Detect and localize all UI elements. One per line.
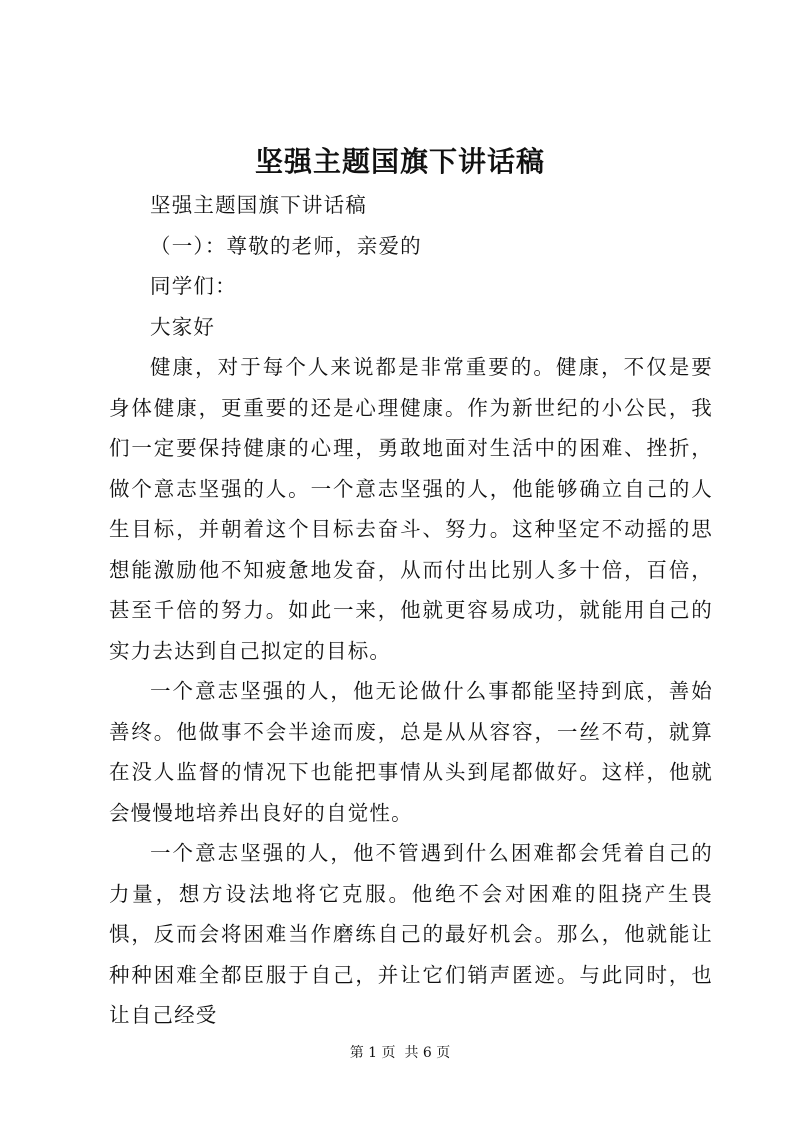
document-title: 坚强主题国旗下讲话稿 (254, 145, 545, 178)
paragraph-salutation: （一）：尊敬的老师，亲爱的 (150, 233, 422, 258)
paragraph-salutation-cont: 同学们： (150, 274, 237, 298)
document-body (109, 185, 713, 1036)
paragraph-body-3: 一个意志坚强的人，他不管遇到什么困难都会凭着自己的力量，想方设法地将它克服。他绝不会对困难的阻挠产生畏惧，反而会将困难当作磨练自己的最好机会。那么，他就能让种种困难全都臣服于自己，并让它们销声匿迹。与此同时，也让自己经受 (109, 841, 713, 1027)
page-number-label: 第 1 页 共 6 页 (349, 1045, 451, 1061)
paragraph-greeting: 大家好 (150, 314, 216, 339)
paragraph-body-1: 健康，对于每个人来说都是非常重要的。健康，不仅是要身体健康，更重要的还是心理健康。作为新世纪的小公民，我们一定要保持健康的心理，勇敢地面对生活中的困难、挫折，做个意志坚强的人。一个意志坚强的人，他能够确立自己的人生目标，并朝着这个目标去奋斗、努力。这种坚定不动摇的思想能激励他不知疲惫地发奋，从而付出比别人多十倍，百倍，甚至千倍的努力。如此一来，他就更容易成功，就能用自己的实力去达到自己拟定的目标。 (109, 355, 713, 663)
page-footer (0, 1043, 800, 1063)
paragraph-body-2: 一个意志坚强的人，他无论做什么事都能坚持到底，善始善终。他做事不会半途而废，总是从从容容，一丝不苟，就算在没人监督的情况下也能把事情从头到尾都做好。这样，他就会慢慢地培养出良好的自觉性。 (109, 679, 713, 825)
paragraph-subtitle: 坚强主题国旗下讲话稿 (150, 193, 367, 217)
